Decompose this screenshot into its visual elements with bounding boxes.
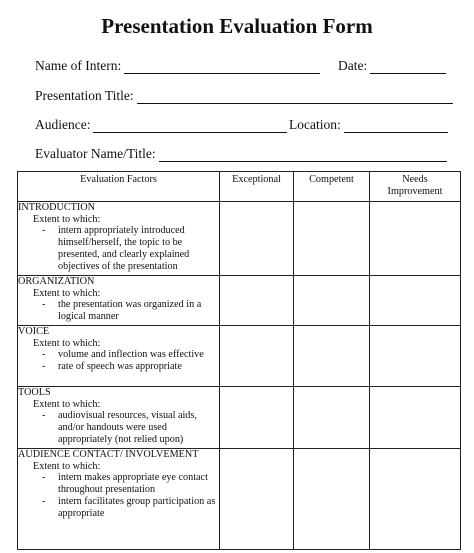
header-exceptional: Exceptional bbox=[220, 172, 294, 202]
location-label: Location: bbox=[289, 117, 341, 132]
audience-label: Audience: bbox=[35, 117, 91, 132]
criteria-item: - audiovisual resources, visual aids, and/or handouts were used appropriately (not relied upon) bbox=[18, 410, 219, 445]
rating-cell-exceptional[interactable] bbox=[220, 387, 294, 449]
rating-cell-competent[interactable] bbox=[294, 387, 370, 449]
section-title: VOICE bbox=[18, 326, 50, 337]
criteria-item: - intern facilitates group participation as appropriate bbox=[18, 496, 219, 519]
table-header-row bbox=[18, 172, 461, 202]
audience-row bbox=[35, 117, 287, 133]
factor-cell bbox=[18, 202, 220, 276]
evaluator-row bbox=[35, 146, 447, 162]
rating-cell-exceptional[interactable] bbox=[220, 276, 294, 326]
factor-cell bbox=[18, 387, 220, 449]
factor-cell bbox=[18, 326, 220, 387]
rating-cell-exceptional[interactable] bbox=[220, 202, 294, 276]
table-row-tools bbox=[18, 387, 461, 449]
intern-name-label: Name of Intern: bbox=[35, 58, 122, 73]
rating-cell-exceptional[interactable] bbox=[220, 449, 294, 550]
criteria-item: - volume and inflection was effective bbox=[18, 349, 219, 361]
section-title: INTRODUCTION bbox=[18, 202, 95, 213]
audience-field[interactable] bbox=[93, 120, 287, 133]
criteria-item: - the presentation was organized in a logical manner bbox=[18, 299, 219, 322]
table-row-introduction bbox=[18, 202, 461, 276]
criteria-list bbox=[18, 472, 219, 519]
intern-name-field[interactable] bbox=[124, 61, 320, 74]
rating-cell-competent[interactable] bbox=[294, 449, 370, 550]
criteria-list bbox=[18, 299, 219, 322]
section-title: AUDIENCE CONTACT/ INVOLVEMENT bbox=[18, 449, 199, 460]
presentation-title-row bbox=[35, 88, 453, 104]
rating-cell-needs-improvement[interactable] bbox=[370, 326, 461, 387]
header-needs-improvement: Needs Improvement bbox=[370, 172, 461, 202]
criteria-item: - intern appropriately introduced himself/herself, the topic to be presented, and clearly explained objectives of the presentation bbox=[18, 225, 219, 272]
criteria-list bbox=[18, 349, 219, 372]
evaluator-field[interactable] bbox=[159, 149, 447, 162]
rating-cell-needs-improvement[interactable] bbox=[370, 276, 461, 326]
criteria-list bbox=[18, 225, 219, 272]
rating-cell-competent[interactable] bbox=[294, 326, 370, 387]
factor-cell bbox=[18, 449, 220, 550]
presentation-title-field[interactable] bbox=[137, 91, 453, 104]
section-title: TOOLS bbox=[18, 387, 51, 398]
criteria-list bbox=[18, 410, 219, 445]
location-field[interactable] bbox=[344, 120, 448, 133]
extent-label: Extent to which: bbox=[33, 287, 101, 299]
header-competent: Competent bbox=[294, 172, 370, 202]
date-label: Date: bbox=[338, 58, 368, 73]
table-row-voice bbox=[18, 326, 461, 387]
form-title: Presentation Evaluation Form bbox=[101, 14, 373, 38]
date-field[interactable] bbox=[370, 61, 446, 74]
factor-cell bbox=[18, 276, 220, 326]
extent-label: Extent to which: bbox=[33, 213, 101, 225]
rating-cell-competent[interactable] bbox=[294, 276, 370, 326]
date-row bbox=[338, 58, 446, 74]
table-row-audience-contact bbox=[18, 449, 461, 550]
presentation-title-label: Presentation Title: bbox=[35, 88, 134, 103]
intern-name-row bbox=[35, 58, 320, 74]
rating-cell-exceptional[interactable] bbox=[220, 326, 294, 387]
criteria-item: - rate of speech was appropriate bbox=[18, 361, 219, 373]
extent-label: Extent to which: bbox=[33, 337, 101, 349]
location-row bbox=[289, 117, 448, 133]
section-title: ORGANIZATION bbox=[18, 276, 95, 287]
rating-cell-needs-improvement[interactable] bbox=[370, 449, 461, 550]
evaluator-label: Evaluator Name/Title: bbox=[35, 146, 156, 161]
extent-label: Extent to which: bbox=[33, 398, 101, 410]
header-evaluation-factors: Evaluation Factors bbox=[18, 172, 220, 202]
rating-cell-competent[interactable] bbox=[294, 202, 370, 276]
criteria-item: - intern makes appropriate eye contact throughout presentation bbox=[18, 472, 219, 495]
rating-cell-needs-improvement[interactable] bbox=[370, 202, 461, 276]
evaluation-table bbox=[17, 171, 461, 550]
table-row-organization bbox=[18, 276, 461, 326]
extent-label: Extent to which: bbox=[33, 460, 101, 472]
rating-cell-needs-improvement[interactable] bbox=[370, 387, 461, 449]
